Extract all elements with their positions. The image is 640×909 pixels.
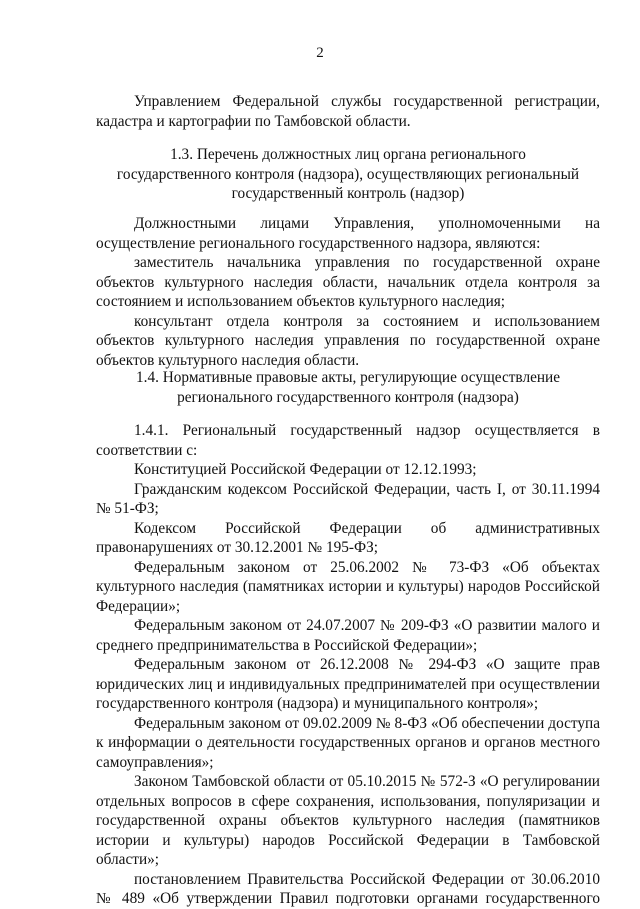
section-1-4-heading: 1.4. Нормативные правовые акты, регулирующие осуществление регионального государственного контроля (надзора) bbox=[135, 369, 561, 406]
legal-act-item: Законом Тамбовской области от 05.10.2015 № 572-З «О регулировании отдельных вопросов в сфере сохранения, использования, популяризации и государственной охраны объектов культурного наследия (памятников истории и культуры) народов Российской Федерации в Тамбовской области»; bbox=[96, 773, 600, 868]
section-1-3-item: консультант отдела контроля за состоянием и использованием объектов культурного наследия управления по государственной охране объектов культурного наследия области. bbox=[96, 312, 600, 369]
page-number: 2 bbox=[316, 45, 324, 61]
section-1-4-body bbox=[96, 421, 600, 909]
section-1-3-item: заместитель начальника управления по государственной охране объектов культурного наследия области, начальник отдела контроля за состоянием и использованием объектов культурного наследия; bbox=[96, 254, 600, 310]
legal-act-item: Федеральным законом от 24.07.2007 № 209-ФЗ «О развитии малого и среднего предпринимательства в Российской Федерации»; bbox=[96, 617, 600, 654]
legal-act-item: Федеральным законом от 09.02.2009 № 8-ФЗ «Об обеспечении доступа к информации о деятельности государственных органов и органов местного самоуправления»; bbox=[96, 714, 600, 771]
legal-act-item: Федеральным законом от 25.06.2002 № 73-ФЗ «Об объектах культурного наследия (памятниках истории и культуры) народов Российской Федерации»; bbox=[96, 558, 600, 615]
section-1-4-lead: 1.4.1. Региональный государственный надзор осуществляется в соответствии с: bbox=[96, 422, 600, 459]
legal-act-item: Федеральным законом от 26.12.2008 № 294-ФЗ «О защите прав юридических лиц и индивидуальных предпринимателей при осуществлении государственного контроля (надзора) и муниципального контроля»; bbox=[96, 656, 600, 712]
legal-act-item: Кодексом Российской Федерации об административных правонарушениях от 30.12.2001 № 195-ФЗ; bbox=[96, 519, 600, 556]
section-1-3-body bbox=[96, 214, 600, 370]
section-1-3-heading: 1.3. Перечень должностных лиц органа регионального государственного контроля (надзора), осуществляющих региональный государственный контроль (надзор) bbox=[116, 146, 580, 202]
section-1-4-heading-block bbox=[96, 368, 600, 407]
intro-paragraph: Управлением Федеральной службы государственной регистрации, кадастра и картографии по Тамбовской области. bbox=[96, 93, 600, 130]
intro-block bbox=[96, 92, 600, 131]
legal-act-item: постановлением Правительства Российской Федерации от 30.06.2010 № 489 «Об утверждении Правил подготовки органами государственного bbox=[96, 870, 600, 907]
section-1-3-lead: Должностными лицами Управления, уполномоченными на осуществление регионального государственного надзора, являются: bbox=[96, 215, 600, 252]
section-1-3-heading-block bbox=[96, 145, 600, 204]
legal-act-item: Конституцией Российской Федерации от 12.12.1993; bbox=[134, 461, 477, 478]
legal-act-item: Гражданским кодексом Российской Федерации, часть I, от 30.11.1994 № 51-ФЗ; bbox=[96, 480, 600, 517]
